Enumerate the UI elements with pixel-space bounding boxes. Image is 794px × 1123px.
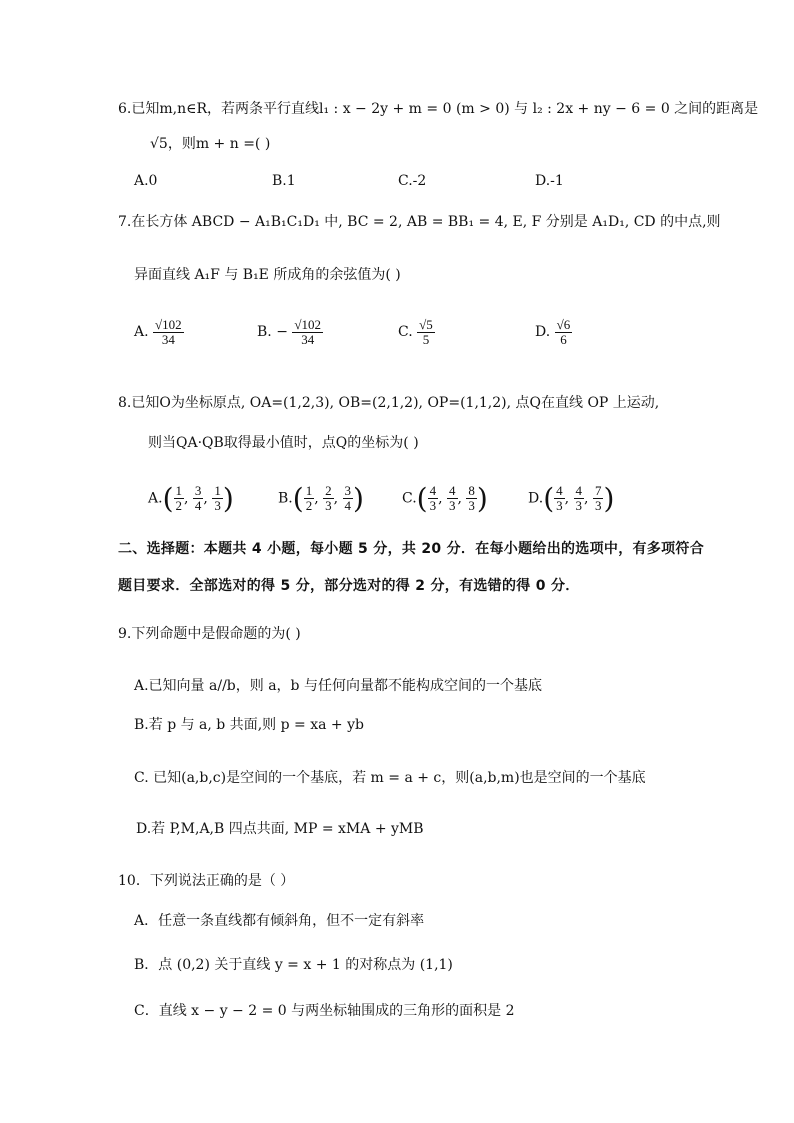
q7-option-d [535, 318, 572, 346]
q8-option-c-label: C. [402, 490, 417, 507]
q10-option-b: B．点 (0,2) 关于直线 y = x + 1 的对称点为 (1,1) [134, 957, 453, 973]
q8-option-d: D.( $\frac{4}{3}$ , $\frac{4}{3}$ , $\frac{7}{3}$ ) [528, 482, 615, 515]
numerator: √6 [556, 317, 571, 332]
fraction: $\frac{2}{3}$ [325, 483, 332, 513]
fraction: $\frac{1}{3}$ [214, 483, 221, 513]
q9-stem: 9.下列命题中是假命题的为( ) [118, 626, 301, 642]
q7-option-c-fraction [417, 318, 435, 346]
q8-option-a-label: A. [148, 490, 163, 507]
q8-option-a: A.( $\frac{1}{2}$ , $\frac{3}{4}$ , $\frac{1}{3}$ ) [148, 482, 234, 515]
q7-option-d-fraction [555, 318, 573, 346]
denominator: 6 [560, 331, 567, 347]
fraction: $\frac{4}{3}$ [575, 483, 583, 513]
q7-stem-line1: 7.在长方体 ABCD − A₁B₁C₁D₁ 中, BC = 2, AB = BB₁ = 4, E, F 分别是 A₁D₁, CD 的中点,则 [118, 214, 721, 230]
q7-option-a [134, 318, 184, 346]
q7-option-a-fraction [153, 318, 184, 346]
denominator: 5 [422, 331, 430, 347]
q7-option-b-fraction [292, 318, 323, 346]
q10-stem: 10．下列说法正确的是（ ） [118, 873, 295, 889]
q6-stem-line2: √5，则m + n =( ) [150, 136, 271, 152]
numerator: √102 [155, 317, 182, 332]
q7-option-b-label: B. [257, 324, 272, 341]
q9-option-d: D.若 P,M,A,B 四点共面, MP = xMA + yMB [136, 821, 424, 837]
q9-option-a: A.已知向量 a//b，则 a，b 与任何向量都不能构成空间的一个基底 [134, 678, 542, 694]
q7-stem-line2: 异面直线 A₁F 与 B₁E 所成角的余弦值为( ) [134, 267, 401, 283]
q7-option-c [398, 318, 435, 346]
q8-option-c: C.( $\frac{4}{3}$ , $\frac{4}{3}$ , $\frac{8}{3}$ ) [402, 482, 488, 515]
q8-option-b-label: B. [278, 490, 293, 507]
q6-option-a: A.0 [134, 173, 158, 189]
numerator: √102 [294, 317, 322, 332]
denominator: 34 [161, 331, 175, 347]
q8-option-b: B.( $\frac{1}{2}$ , $\frac{2}{3}$ , $\frac{3}{4}$ ) [278, 482, 364, 515]
fraction: $\frac{1}{2}$ [305, 483, 313, 513]
q7-option-c-label: C. [398, 324, 413, 341]
fraction: $\frac{4}{3}$ [449, 483, 456, 513]
numerator: √5 [419, 317, 433, 332]
q10-option-c: C．直线 x − y − 2 = 0 与两坐标轴围成的三角形的面积是 2 [134, 1003, 515, 1019]
q7-option-b-sign: − [276, 324, 288, 341]
q6-option-d: D.-1 [535, 173, 564, 189]
q6-stem-line1: 6.已知m,n∈R，若两条平行直线l₁ : x − 2y + m = 0 (m > 0) 与 l₂ : 2x + ny − 6 = 0 之间的距离是 [118, 101, 759, 117]
q6-option-c: C.-2 [398, 173, 427, 189]
fraction: $\frac{4}{3}$ [429, 483, 437, 513]
q10-option-a: A．任意一条直线都有倾斜角，但不一定有斜率 [134, 913, 425, 929]
fraction: $\frac{3}{4}$ [344, 483, 351, 513]
q6-option-b: B.1 [272, 173, 296, 189]
q7-option-a-label: A. [134, 324, 149, 341]
fraction: $\frac{4}{3}$ [556, 483, 563, 513]
fraction: $\frac{1}{2}$ [175, 483, 182, 513]
denominator: 34 [301, 331, 315, 347]
section-heading-line1: 二、选择题：本题共 4 小题，每小题 5 分，共 20 分．在每小题给出的选项中，有多项符合 [118, 541, 705, 557]
q7-option-d-label: D. [535, 324, 551, 341]
q9-option-c: C. 已知(a,b,c)是空间的一个基底，若 m = a + c，则(a,b,m)也是空间的一个基底 [134, 770, 646, 786]
fraction: $\frac{3}{4}$ [194, 483, 202, 513]
q9-option-b: B.若 p 与 a, b 共面,则 p = xa + yb [134, 717, 364, 733]
q8-stem-line1: 8.已知O为坐标原点, OA=(1,2,3), OB=(2,1,2), OP=(1,1,2), 点Q在直线 OP 上运动, [118, 395, 660, 411]
q7-option-b [257, 318, 323, 346]
section-heading-line2: 题目要求．全部选对的得 5 分，部分选对的得 2 分，有选错的得 0 分． [118, 578, 580, 594]
q8-option-d-label: D. [528, 490, 544, 507]
q8-stem-line2: 则当QA·QB取得最小值时，点Q的坐标为( ) [148, 435, 419, 451]
fraction: $\frac{8}{3}$ [468, 483, 475, 513]
fraction: $\frac{7}{3}$ [594, 483, 602, 513]
